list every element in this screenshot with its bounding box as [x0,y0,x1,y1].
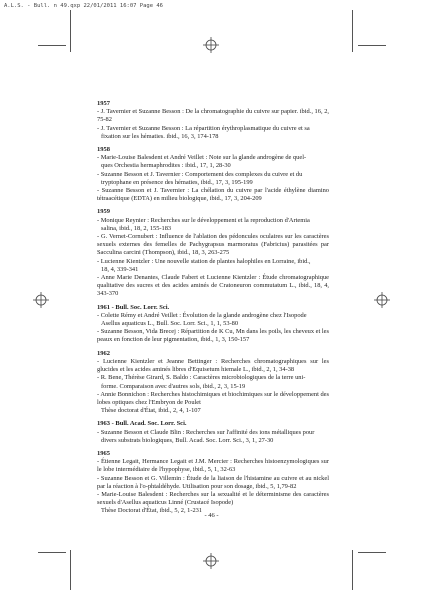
citation-entry [97,458,329,474]
page-number: - 46 - [204,512,219,519]
citation-text: - Suzanne Besson, Vida Brecej : Répartition de K Cu, Mn dans les poils, les cheveux et les peaux en fonction de leur pigmentation, ibid., 1, 3, 150-157 [97,328,329,344]
crop-mark-top-right [352,10,353,52]
citation-text: - Marie-Louise Balesdent : Recherches sur la sexualité et le déterminisme des caractères sexuels d'Asellus aquaticus Linné (Crustacé Isopode) [97,490,329,507]
citation-text: - Monique Reynier : Recherches sur le développement et la reproduction d'Artemia [97,216,310,224]
citation-text: - Colette Rémy et André Veillet : Évolution de la glande androgène chez l'Isopode [97,311,307,319]
citation-text: - J. Tavernier et Suzanne Besson : La répartition érythroplasmatique du cuivre et sa [97,124,310,132]
year-section [97,208,329,298]
citation-text: divers substrats biologiques, Bull. Acad. Soc. Lorr. Sci., 3, 1, 27-30 [101,436,274,444]
registration-mark-bottom [203,553,219,569]
citation-text: 18, 4, 339-341 [101,265,139,273]
citation-entry [97,258,329,274]
citation-entry [97,125,329,141]
crop-mark-bottom-left [70,550,71,590]
year-section [97,450,329,516]
citation-text: - Suzanne Besson et J. Tavernier : La chélation du cuivre par l'acide éthylène diamino tétraacétique (EDTA) en milieu biologique, ibid., 17, 3, 204-209 [97,187,329,203]
print-slug: A.L.S. - Bull. n 49.qxp 22/01/2011 16:07 Page 46 [4,3,163,9]
year-section [97,304,329,345]
year-section [97,420,329,445]
crop-mark-bottom-right-h [358,552,386,553]
section-heading: 1963 - Bull. Acad. Soc. Lorr. Sci. [97,420,187,428]
citation-entry [97,233,329,258]
citation-text: fixation sur les hématies. ibid., 16, 3, 174-178 [101,132,219,140]
citation-text: - Étienne Legait, Hermance Legait et J.M. Mercier : Recherches histoenzymologiques sur le lobe intermédiaire de l'hypophyse, ibid., 5, 1, 32-63 [97,458,329,474]
section-heading: 1965 [97,449,110,457]
registration-mark-right [374,292,390,308]
section-heading: 1957 [97,100,110,107]
citation-text: - G. Vernet-Cornubert : Influence de l'ablation des pédoncules oculaires sur les caractères sexuels externes des femelles de Pachygrapsus marmoratus (Fabricius) parasitées par Sacculina carcini (Thompson), ibid., 18, 3, 263-275 [97,233,329,257]
citation-entry [97,391,329,416]
crop-mark-top-right-h [358,45,386,46]
citation-text: - Lucienne Kientzler et Jeanne Bettinger : Recherches chromatographiques sur les glucides et les acides aminés libres d'Equisetum hiemale L., ibid., 2, 1, 34-38 [97,357,329,374]
citation-text: - Suzanne Besson et J. Tavernier : Comportement des complexes du cuivre et du [97,170,303,178]
year-section [97,100,329,141]
registration-mark-left [33,292,49,308]
citation-text: - Anne Marie Denantes, Claude Fabert et Lucienne Kientzler : Étude chromatographique qualitative des sucres et des acides aminés de Cratoneuron commutatum L., ibid., 18, 4, 343-370 [97,274,329,298]
citation-text: - Suzanne Besson et G. Villemin : Étude de la liaison de l'histamine au cuivre et au nickel par la réaction à l'o-phtaldéhyde. Utilisation pour son dosage, ibid., 5, 1,79-82 [97,474,329,490]
citation-text: - J. Tavernier et Suzanne Besson : De la chromatographie du cuivre sur papier. ibid., 16, 2, 75-82 [97,108,329,124]
citation-entry [97,154,329,170]
citation-entry [97,108,329,124]
citation-entry [97,429,329,445]
citation-text: Thèse doctorat d'État, ibid., 2, 4, 1-107 [101,407,201,415]
citation-text: ques Orchestia hermaphrodites : ibid., 17, 1, 28-30 [101,162,231,170]
registration-mark-top [203,37,219,53]
citation-text: tryptophane en présence des hématies, ibid., 17, 3, 195-199 [101,178,253,186]
citation-entry [97,358,329,374]
citation-entry [97,217,329,233]
citation-entry [97,312,329,328]
section-heading: 1962 [97,349,110,357]
section-heading: 1961 - Bull. Soc. Lorr. Sci. [97,303,170,311]
citation-text: - Suzanne Besson et Claude Blin : Recherches sur l'affinité des ions métalliques pour [97,428,315,436]
citation-entry [97,171,329,187]
citation-text: salina, ibid., 18, 2, 155-183 [101,224,172,232]
citation-text: - Lucienne Kientzler : Une nouvelle station de plantes halophiles en Lorraine, ibid., [97,257,311,265]
citation-entry [97,374,329,390]
citation-entry [97,475,329,491]
crop-mark-top-left-h [38,45,66,46]
citation-text: forme. Comparaison avec d'autres sols, ibid., 2, 3, 15-19 [101,382,246,390]
citation-text: Asellus aquaticus L., Bull. Soc. Lorr. Sci., 1, 1, 53-80 [101,320,239,328]
year-section [97,146,329,203]
citation-entry [97,328,329,344]
citation-text: - R. Bene, Thérèse Girard, S. Baldo : Caractères microbiologiques de la terre uni- [97,374,306,382]
citation-text: - Marie-Louise Balesdent et André Veillet : Note sur la glande androgène de quel- [97,154,307,162]
section-heading: 1959 [97,208,110,216]
crop-mark-bottom-left-h [38,552,66,553]
citation-entry [97,274,329,299]
citation-entry [97,187,329,203]
bibliography-body [97,100,329,516]
section-heading: 1958 [97,146,110,154]
citation-text: Thèse Doctorat d'État, ibid., 5, 2, 1-231 [101,507,203,515]
crop-mark-bottom-right [352,550,353,590]
citation-text: - Annie Bonnichon : Recherches histochimiques et biochimiques sur le développement des lobes optiques chez l'Embryon de Poulet [97,390,329,406]
year-section [97,350,329,416]
crop-mark-top-left [70,10,71,52]
